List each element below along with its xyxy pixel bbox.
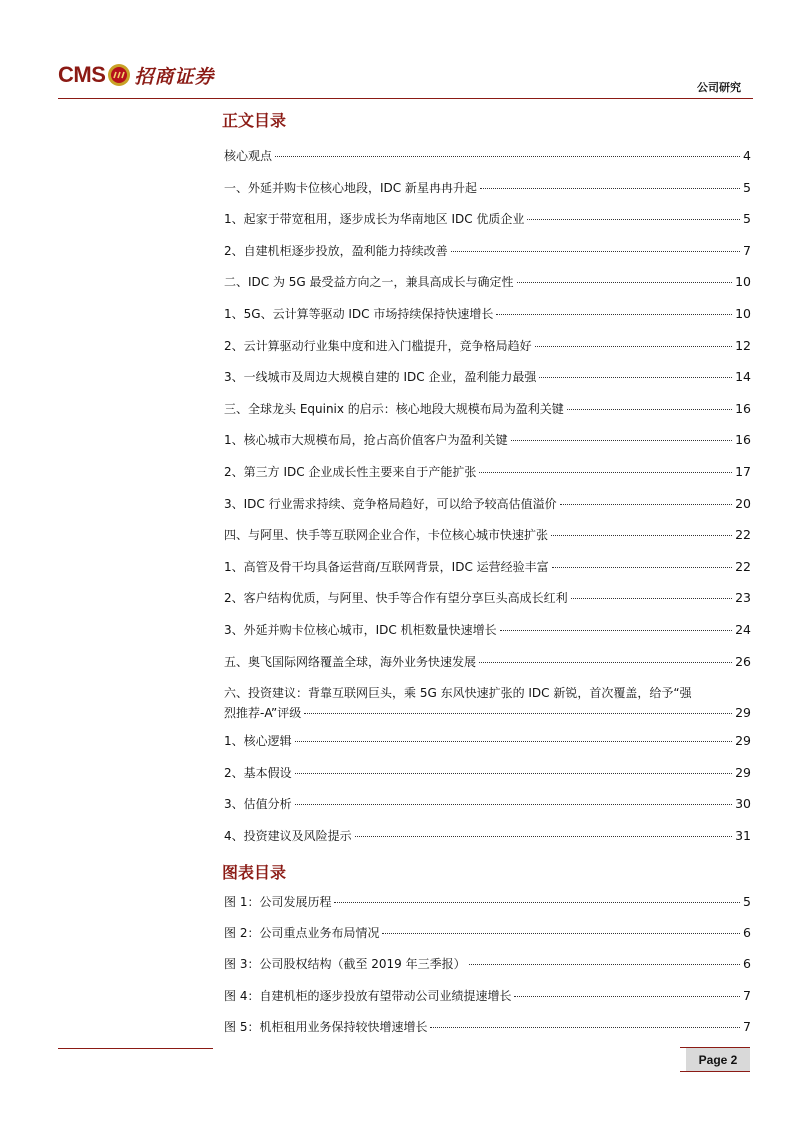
dot-leader: [560, 504, 732, 505]
toc-entry-label: 三、全球龙头 Equinix 的启示：核心地段大规模布局为盈利关键: [224, 401, 564, 416]
figure-entry[interactable]: [224, 921, 751, 952]
toc-entry-page: 31: [735, 827, 751, 843]
toc-entry[interactable]: [224, 761, 751, 793]
logo-cms-text: CMS: [58, 62, 106, 87]
figure-list-title: 图表目录: [222, 863, 287, 882]
dot-leader: [480, 188, 740, 189]
toc-entry-label-line2: 烈推荐-A”评级: [224, 706, 302, 721]
toc-entry-page: 10: [735, 305, 751, 321]
figure-entry[interactable]: [224, 984, 751, 1015]
toc-entry-page: 12: [735, 337, 751, 353]
toc-entry-label: 1、高管及骨干均具备运营商/互联网背景，IDC 运营经验丰富: [224, 559, 549, 574]
toc-entry-page: 22: [735, 527, 751, 543]
dot-leader: [355, 836, 732, 837]
toc-entry[interactable]: [224, 618, 751, 650]
report-section-label: 公司研究: [697, 81, 741, 94]
toc-entry[interactable]: [224, 176, 751, 208]
toc-entry-label: 四、与阿里、快手等互联网企业合作，卡位核心城市快速扩张: [224, 528, 549, 543]
toc-entry-label: 3、IDC 行业需求持续、竞争格局趋好，可以给予较高估值溢价: [224, 496, 557, 511]
toc-entry[interactable]: [224, 729, 751, 761]
toc-list: [224, 144, 751, 855]
toc-entry[interactable]: [224, 334, 751, 366]
toc-entry-label: 3、外延并购卡位核心城市，IDC 机柜数量快速增长: [224, 622, 497, 637]
toc-entry-label: 五、奥飞国际网络覆盖全球，海外业务快速发展: [224, 654, 477, 669]
toc-entry-page: 26: [735, 653, 751, 669]
dot-leader: [552, 567, 732, 568]
dot-leader: [275, 156, 740, 157]
toc-entry-page: 29: [735, 764, 751, 780]
logo-badge-icon: [108, 64, 130, 86]
toc-entry-page: 7: [743, 242, 751, 258]
toc-entry-label: 4、投资建议及风险提示: [224, 828, 352, 843]
footer-divider: [58, 1048, 213, 1049]
toc-entry-page: 6: [743, 956, 751, 972]
toc-entry-page: 20: [735, 495, 751, 511]
toc-entry-label: 2、客户结构优质，与阿里、快手等合作有望分享巨头高成长红利: [224, 591, 568, 606]
dot-leader: [535, 346, 732, 347]
toc-entry-page: 16: [735, 400, 751, 416]
dot-leader: [551, 535, 732, 536]
toc-entry[interactable]: [224, 239, 751, 271]
toc-entry-label: 核心观点: [224, 149, 273, 163]
dot-leader: [479, 472, 732, 473]
toc-entry-label-line1: 六、投资建议：背靠互联网巨头，乘 5G 东风快速扩张的 IDC 新锐，首次覆盖，给予“强: [224, 686, 692, 701]
dot-leader: [430, 1027, 740, 1028]
toc-entry[interactable]: [224, 270, 751, 302]
dot-leader: [334, 902, 740, 903]
toc-entry[interactable]: [224, 555, 751, 587]
toc-entry-page: 24: [735, 621, 751, 637]
dot-leader: [479, 662, 732, 663]
toc-entry-label: 图 1：公司发展历程: [224, 895, 332, 909]
toc-entry-label: 2、第三方 IDC 企业成长性主要来自于产能扩张: [224, 464, 477, 479]
toc-entry[interactable]: [224, 650, 751, 682]
toc-entry-label: 1、起家于带宽租用，逐步成长为华南地区 IDC 优质企业: [224, 212, 525, 227]
toc-entry-page: 5: [743, 211, 751, 227]
toc-entry[interactable]: [224, 586, 751, 618]
toc-entry-label: 二、IDC 为 5G 最受益方向之一，兼具高成长与确定性: [224, 275, 514, 290]
dot-leader: [539, 377, 732, 378]
toc-entry[interactable]: [224, 460, 751, 492]
figure-entry[interactable]: [224, 1015, 751, 1046]
toc-entry-page: 7: [743, 987, 751, 1003]
toc-entry[interactable]: [224, 681, 751, 729]
dot-leader: [382, 933, 740, 934]
company-logo: [58, 62, 214, 88]
dot-leader: [304, 713, 732, 714]
figure-entry[interactable]: [224, 952, 751, 983]
toc-entry-label: 图 4：自建机柜的逐步投放有望带动公司业绩提速增长: [224, 988, 512, 1003]
toc-entry-page: 14: [735, 369, 751, 385]
toc-entry[interactable]: [224, 302, 751, 334]
toc-entry-label: 1、核心城市大规模布局，抢占高价值客户为盈利关键: [224, 433, 508, 448]
toc-entry-page: 6: [743, 925, 751, 941]
dot-leader: [469, 964, 740, 965]
toc-entry-page: 16: [735, 432, 751, 448]
toc-entry-label: 3、一线城市及周边大规模自建的 IDC 企业，盈利能力最强: [224, 370, 537, 385]
toc-entry-page: 10: [735, 274, 751, 290]
toc-entry-label: 1、核心逻辑: [224, 734, 292, 749]
toc-entry[interactable]: [224, 365, 751, 397]
toc-entry-page: 5: [743, 894, 751, 909]
dot-leader: [517, 282, 733, 283]
dot-leader: [451, 251, 740, 252]
toc-entry[interactable]: [224, 207, 751, 239]
header-divider: [58, 98, 753, 99]
toc-entry-page: 7: [743, 1018, 751, 1034]
toc-entry[interactable]: [224, 523, 751, 555]
toc-entry-page: 29: [735, 705, 751, 721]
dot-leader: [514, 996, 740, 997]
dot-leader: [571, 598, 732, 599]
toc-entry-page: 22: [735, 558, 751, 574]
toc-entry-label: 2、云计算驱动行业集中度和进入门槛提升，竞争格局趋好: [224, 338, 532, 353]
toc-entry-label: 1、5G、云计算等驱动 IDC 市场持续保持快速增长: [224, 306, 494, 321]
toc-entry[interactable]: [224, 144, 751, 176]
toc-entry-label: 2、基本假设: [224, 765, 292, 780]
dot-leader: [295, 741, 732, 742]
toc-entry-page: 5: [743, 179, 751, 195]
dot-leader: [500, 630, 732, 631]
toc-entry-label: 3、估值分析: [224, 797, 292, 812]
page-number-box: [680, 1047, 750, 1072]
toc-entry-label: 一、外延并购卡位核心地段，IDC 新星冉冉升起: [224, 180, 477, 195]
dot-leader: [567, 409, 732, 410]
toc-entry-page: 4: [743, 148, 751, 163]
toc-entry[interactable]: [224, 492, 751, 524]
toc-entry-label: 图 5：机柜租用业务保持较快增速增长: [224, 1019, 428, 1034]
toc-entry-page: 29: [735, 733, 751, 749]
dot-leader: [295, 804, 732, 805]
toc-entry[interactable]: [224, 792, 751, 824]
figure-entry[interactable]: [224, 890, 751, 921]
toc-entry-label: 2、自建机柜逐步投放，盈利能力持续改善: [224, 243, 448, 258]
logo-chinese-name: 招商证券: [134, 65, 215, 88]
page-number: Page 2: [686, 1048, 750, 1071]
toc-title: 正文目录: [222, 111, 287, 130]
dot-leader: [511, 440, 732, 441]
dot-leader: [527, 219, 740, 220]
dot-leader: [295, 773, 732, 774]
toc-entry-page: 23: [735, 590, 751, 606]
toc-entry-page: 17: [735, 463, 751, 479]
toc-entry[interactable]: [224, 397, 751, 429]
toc-entry-label: 图 3：公司股权结构（截至 2019 年三季报）: [224, 957, 466, 972]
dot-leader: [496, 314, 732, 315]
toc-entry-page: 30: [735, 796, 751, 812]
toc-entry[interactable]: [224, 428, 751, 460]
figure-list: [224, 890, 751, 1046]
toc-entry-label: 图 2：公司重点业务布局情况: [224, 926, 380, 941]
toc-entry-line2-row: [224, 706, 751, 720]
toc-entry-multiline: [224, 686, 751, 720]
toc-entry[interactable]: [224, 824, 751, 856]
